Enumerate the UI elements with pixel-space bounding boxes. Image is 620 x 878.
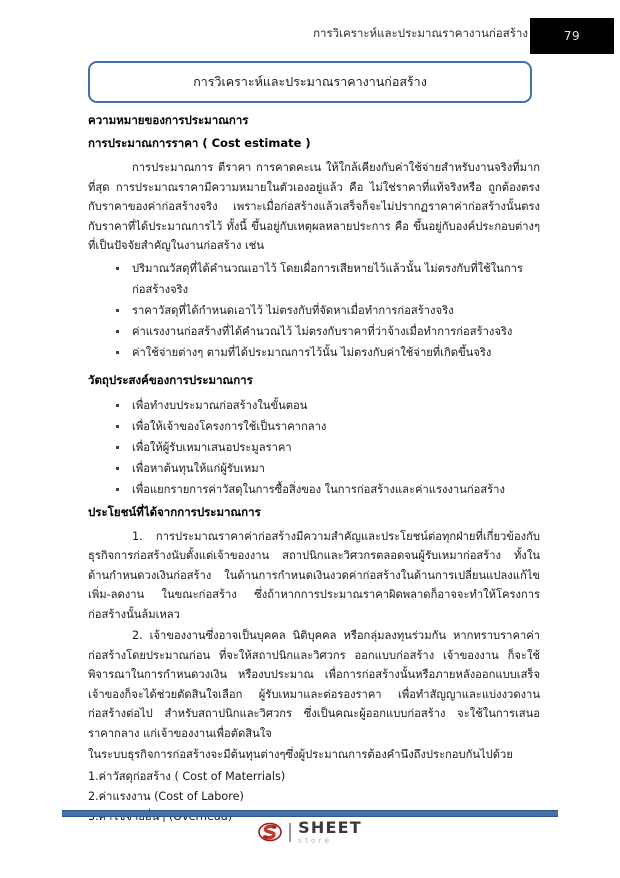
document-body — [88, 112, 540, 827]
logo-wordmark — [298, 820, 362, 845]
chapter-title-box — [88, 61, 532, 103]
cost-item-labor: 2.ค่าแรงงาน (Cost of Labore) — [88, 789, 244, 803]
section-subheading-cost-estimate: การประมาณการราคา ( Cost estimate ) — [88, 136, 311, 150]
sheet-store-logo-icon — [258, 820, 282, 844]
footer-divider-bar — [62, 810, 558, 817]
page-header — [0, 0, 620, 56]
list-item: เพื่อให้ผู้รับเหมาเสนอประมูลราคา — [88, 437, 540, 458]
list-item: ค่าใช้จ่ายต่างๆ ตามที่ได้ประมาณการไว้นั้น ไม่ตรงกับค่าใช้จ่ายที่เกิดขึ้นจริง — [88, 342, 540, 363]
list-item: ปริมาณวัสดุที่ได้คำนวณเอาไว้ โดยเผื่อการเสียหายไว้แล้วนั้น ไม่ตรงกับที่ใช้ในการก่อสร้างจริง — [88, 258, 540, 300]
footer-logo — [0, 820, 620, 845]
list-item: เพื่อทำงบประมาณก่อสร้างในขั้นตอน — [88, 395, 540, 416]
header-running-title: การวิเคราะห์และประมาณราคางานก่อสร้าง — [313, 26, 528, 40]
paragraph-meaning: การประมาณการ ตีราคา การคาดคะเน ให้ใกล้เคียงกับค่าใช้จ่ายสำหรับงานจริงที่มากที่สุด การประมาณราคามีความหมายในตัวเองอยู่แล้ว คือ ไม่ใช่ราคาที่แท้จริงหรือ ถูกต้องตรงกับราคาของค่าก่อสร้างจริง เพราะเมื่อก่อสร้างแล้วเสร็จก็จะไม่ปรากฏราคาค่าก่อสร้างนั้นตรงกับราคาที่ได้ประมาณการไว้ ทั้งนี้ ขึ้นอยู่กับเหตุผลหลายประการ คือ ขึ้นอยู่กับองค์ประกอบต่างๆที่เป็นปัจจัยสำคัญในงานก่อสร้าง เช่น — [88, 161, 540, 252]
logo-divider — [289, 823, 291, 842]
list-item: เพื่อหาต้นทุนให้แก่ผู้รับเหมา — [88, 458, 540, 479]
list-item: เพื่อให้เจ้าของโครงการใช้เป็นราคากลาง — [88, 416, 540, 437]
cost-item-materials: 1.ค่าวัสดุก่อสร้าง ( Cost of Materrials) — [88, 769, 286, 783]
section-heading-benefits: ประโยชน์ที่ได้จากการประมาณการ — [88, 504, 261, 519]
list-item: ราคาวัสดุที่ได้กำหนดเอาไว้ ไม่ตรงกับที่จัดหาเมื่อทำการก่อสร้างจริง — [88, 300, 540, 321]
page-number-badge: 79 — [530, 18, 614, 54]
list-item: เพื่อแยกรายการค่าวัสดุในการซื้อสิ่งของ ในการก่อสร้างและค่าแรงงานก่อสร้าง — [88, 479, 540, 500]
paragraph-benefit-1: 1. การประมาณราคาค่าก่อสร้างมีความสำคัญและประโยชน์ต่อทุกฝ่ายที่เกี่ยวข้องกับธุรกิจการก่อสร้างนับตั้งแต่เจ้าของงาน สถาปนิกและวิศวกรตลอดจนผู้รับเหมาก่อสร้าง ทั้งในด้านกำหนดวงเงินก่อสร้าง ในด้านการกำหนดเงินงวดค่าก่อสร้างในด้านการเปลี่ยนแปลงแก้ไขเพิ่ม-ลดงาน ในขณะก่อสร้าง ซึ่งถ้าหากการประมาณราคาผิดพลาดก็อาจจะทำให้โครงการก่อสร้างนั้นล้มเหลว — [88, 529, 540, 621]
chapter-title-text: การวิเคราะห์และประมาณราคางานก่อสร้าง — [193, 74, 427, 89]
list-item: ค่าแรงงานก่อสร้างที่ได้คำนวณไว้ ไม่ตรงกับราคาที่ว่าจ้างเมื่อทำการก่อสร้างจริง — [88, 321, 540, 342]
paragraph-benefit-2: 2. เจ้าของงานซึ่งอาจเป็นบุคคล นิติบุคคล หรือกลุ่มลงทุนร่วมกัน หากทราบราคาค่าก่อสร้างโดยประมาณก่อน ที่จะให้สถาปนิกและวิศวกร ออกแบบก่อสร้าง เจ้าของงาน ก็จะใช้พิจารณาในการกำหนดวงเงิน หรืองบประมาณ เพื่อการก่อสร้างนั้นหรือภายหลังออกแบบเสร็จ เจ้าของก็จะได้ช่วยตัดสินใจเลือก ผู้รับเหมาและต่อรองราคา เพื่อทำสัญญาและแบ่งงวดงานก่อสร้างต่อไป สำหรับสถาปนิกและวิศวกร ซึ่งเป็นคณะผู้ออกแบบก่อสร้าง จะใช้ในการเสนอราคากลาง แก่เจ้าของงานเพื่อตัดสินใจ — [88, 629, 540, 740]
logo-primary-text: SHEET — [298, 818, 362, 837]
bullet-list-factors — [88, 258, 540, 363]
bullet-list-objectives — [88, 395, 540, 500]
section-heading-objectives: วัตถุประสงค์ของการประมาณการ — [88, 372, 253, 387]
section-heading-meaning: ความหมายของการประมาณการ — [88, 113, 249, 127]
paragraph-cost-intro: ในระบบธุรกิจการก่อสร้างจะมีต้นทุนต่างๆซึ่งผู้ประมาณการต้องคำนึงถึงประกอบกันไปด้วย — [88, 748, 513, 761]
logo-secondary-text: store — [298, 836, 333, 845]
